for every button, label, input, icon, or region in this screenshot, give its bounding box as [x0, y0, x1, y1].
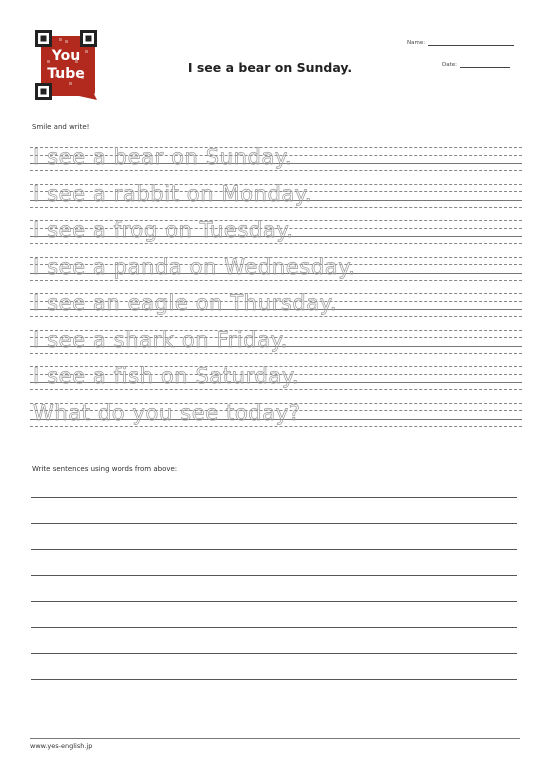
write-instruction: Write sentences using words from above: [32, 465, 178, 473]
trace-sentence: I see a panda on Wednesday. [33, 254, 356, 279]
name-underline[interactable] [428, 45, 514, 46]
trace-row[interactable] [30, 181, 522, 212]
youtube-qr-logo[interactable] [35, 30, 97, 100]
trace-sentence: What do you see today? [33, 400, 301, 425]
writing-line[interactable] [31, 679, 517, 680]
trace-row[interactable] [30, 220, 522, 248]
ruling-line [30, 426, 522, 427]
date-underline[interactable] [460, 67, 510, 68]
trace-instruction: Smile and write! [32, 123, 90, 131]
date-field[interactable] [442, 62, 510, 68]
trace-sentence: I see a bear on Sunday. [33, 145, 293, 169]
trace-sentence: I see a fish on Saturday. [33, 364, 300, 388]
footer-url[interactable]: www.yes-english.jp [30, 742, 93, 750]
ruling-line [30, 280, 522, 281]
writing-line[interactable] [31, 497, 517, 498]
ruling-line [30, 389, 522, 390]
trace-sentence: I see an eagle on Thursday. [33, 291, 338, 315]
trace-row[interactable] [30, 366, 522, 394]
writing-line[interactable] [31, 601, 517, 602]
logo-text-bottom: Tube [47, 66, 85, 82]
writing-line[interactable] [31, 653, 517, 654]
trace-row[interactable] [30, 293, 522, 321]
ruling-line [30, 316, 522, 317]
trace-sentence: I see a rabbit on Monday. [33, 181, 313, 206]
name-field[interactable] [407, 40, 514, 46]
name-label: Name: [407, 40, 426, 46]
logo-text-top: You [51, 48, 81, 64]
ruling-line [30, 207, 522, 208]
date-label: Date: [442, 62, 457, 68]
ruling-line [30, 243, 522, 244]
trace-sentence: I see a shark on Friday. [33, 327, 289, 352]
trace-row[interactable] [30, 254, 522, 285]
ruling-line [30, 170, 522, 171]
trace-row[interactable] [30, 400, 522, 431]
worksheet-title: I see a bear on Sunday. [187, 60, 353, 75]
ruling-line [30, 353, 522, 354]
trace-row[interactable] [30, 147, 522, 175]
writing-line[interactable] [31, 575, 517, 576]
writing-line[interactable] [31, 549, 517, 550]
writing-line[interactable] [31, 627, 517, 628]
trace-row[interactable] [30, 327, 522, 358]
footer-divider [30, 738, 520, 739]
writing-line[interactable] [31, 523, 517, 524]
trace-sentence: I see a frog on Tuesday. [33, 218, 294, 242]
